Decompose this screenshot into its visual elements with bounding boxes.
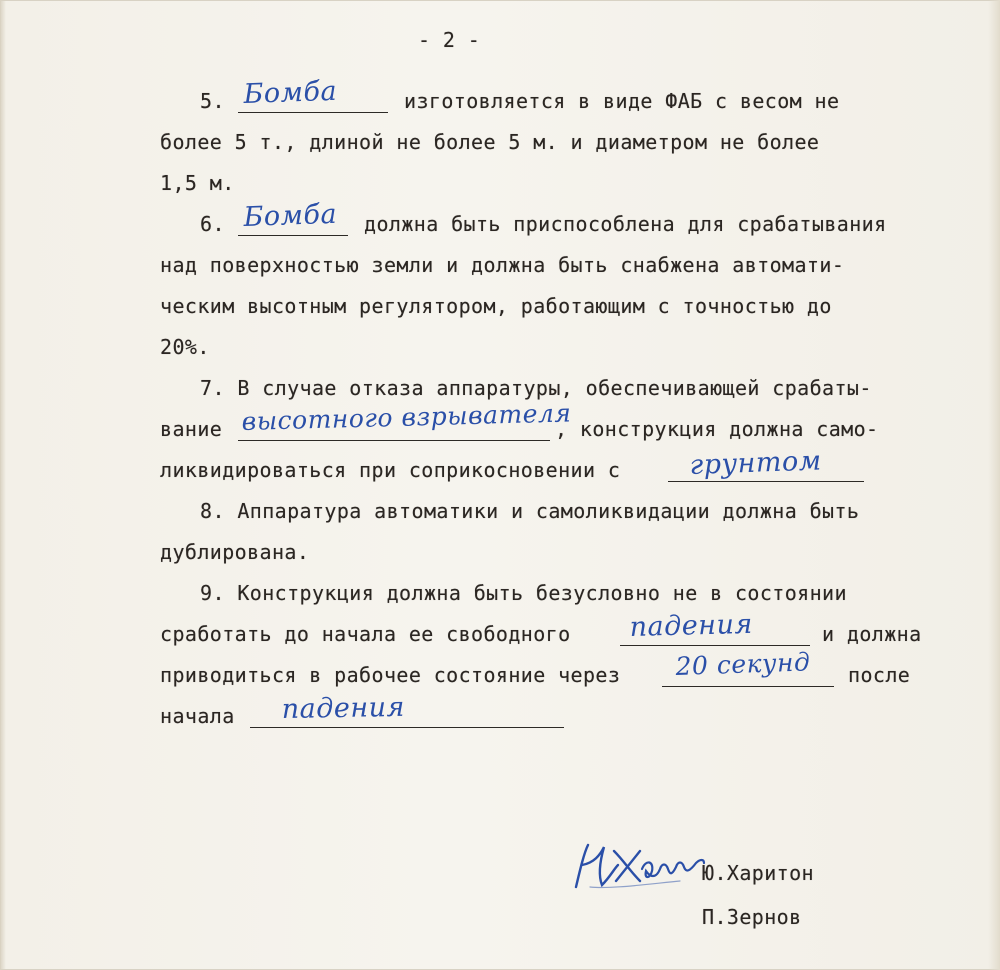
item-9-blank-3-handwriting: падения <box>281 691 406 725</box>
signatory-2: П.Зернов <box>702 905 802 929</box>
signatory-1: Ю.Харитон <box>702 861 814 885</box>
item-9-blank-1-handwriting: падения <box>629 608 754 643</box>
item-5-blank-line <box>238 112 388 113</box>
item-6-line-2: над поверхностью земли и должна быть снабжена автомати- <box>160 253 845 277</box>
item-5-number: 5. <box>200 89 225 113</box>
item-9-blank-1-line <box>620 645 810 646</box>
page-number: - 2 - <box>418 28 481 52</box>
item-7-blank-2-handwriting: грунтом <box>688 445 823 481</box>
item-9-blank-2-handwriting: 20 секунд <box>675 647 811 681</box>
item-7-line-3: ликвидироваться при соприкосновении с <box>160 458 621 482</box>
item-7-line-2-start: вание <box>160 417 223 441</box>
item-7-line-2-end: , конструкция должна само- <box>555 417 879 441</box>
item-6-number: 6. <box>200 212 225 236</box>
item-9-line-1: 9. Конструкция должна быть безусловно не в состоянии <box>200 581 847 605</box>
item-8-line-2: дублирована. <box>160 540 310 564</box>
item-5-line-2: более 5 т., длиной не более 5 м. и диаметром не более <box>160 130 820 154</box>
item-5-blank-handwriting: Бомба <box>242 75 338 110</box>
paper-edge <box>988 0 1000 970</box>
handwritten-signature <box>570 835 706 895</box>
item-6-blank-line <box>238 235 348 236</box>
item-9-line-2-start: сработать до начала ее свободного <box>160 622 571 646</box>
item-7-blank-2-line <box>668 481 864 482</box>
paper-fold-shadow <box>0 0 6 970</box>
item-5-line-3: 1,5 м. <box>160 171 235 195</box>
item-7-line-1: 7. В случае отказа аппаратуры, обеспечивающей срабаты- <box>200 376 872 400</box>
item-9-line-3-end: после <box>848 663 911 687</box>
item-9-blank-3-line <box>250 727 564 728</box>
item-8-line-1: 8. Аппаратура автоматики и самоликвидации должна быть <box>200 499 860 523</box>
item-6-line-4: 20%. <box>160 335 210 359</box>
item-5-line-1: изготовляется в виде ФАБ с весом не <box>404 89 840 113</box>
item-9-line-3-start: приводиться в рабочее состояние через <box>160 663 621 687</box>
item-9-line-4: начала <box>160 704 235 728</box>
item-9-blank-2-line <box>662 686 834 687</box>
item-9-line-2-end: и должна <box>822 622 922 646</box>
item-7-blank-1-line <box>238 440 550 441</box>
item-6-line-3: ческим высотным регулятором, работающим с точностью до <box>160 294 832 318</box>
item-6-line-1: должна быть приспособлена для срабатывания <box>364 212 887 236</box>
item-7-blank-1-handwriting: высотного взрывателя <box>241 398 572 436</box>
item-6-blank-handwriting: Бомба <box>242 198 338 233</box>
